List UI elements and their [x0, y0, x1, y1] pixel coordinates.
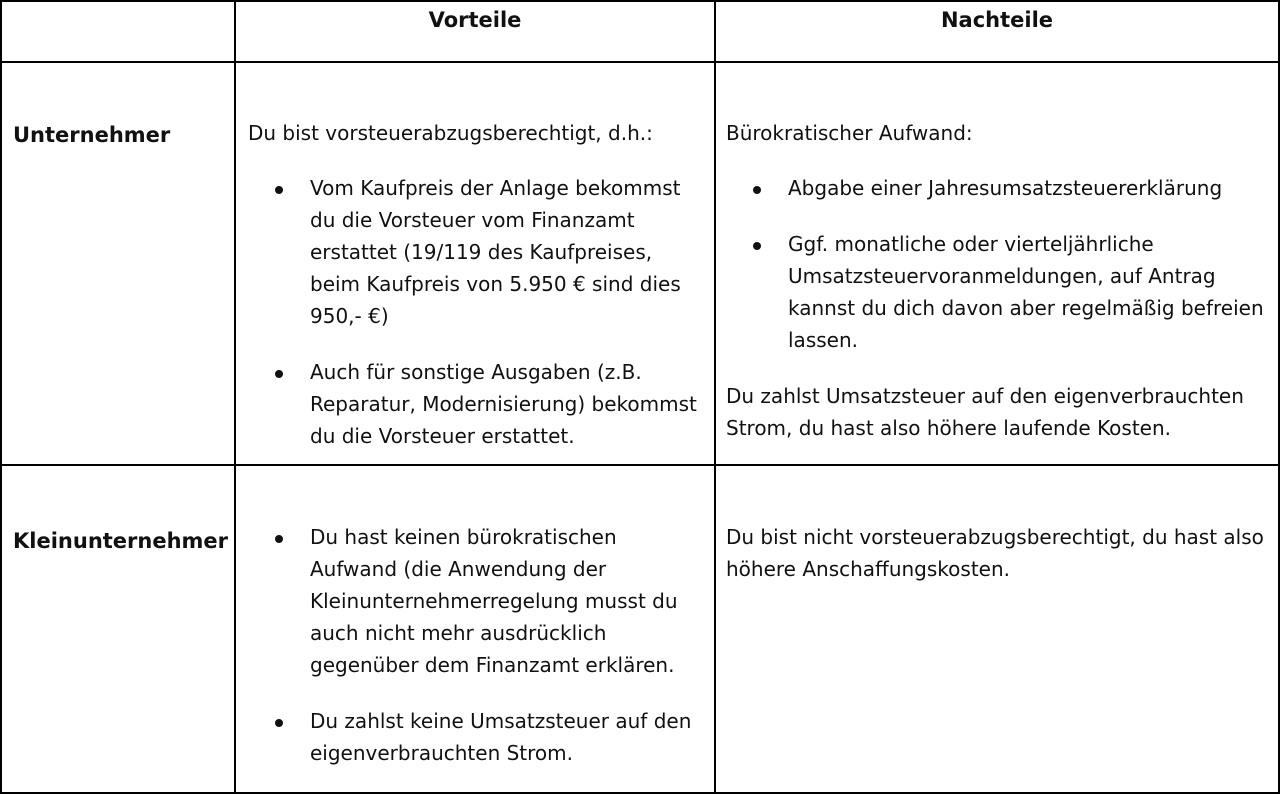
list-item: Vom Kaufpreis der Anlage bekommst du die Vorsteuer vom Finanzamt erstattet (19/119 des Kaufpreises, beim Kaufpreis von 5.950 € sind dies 950,- €) [248, 172, 708, 332]
vorteile-intro: Du bist vorsteuerabzugsberechtigt, d.h.: [248, 121, 653, 145]
cell-unternehmer-vorteile [248, 117, 708, 452]
klein-vorteile-list [248, 521, 708, 769]
nachteile-list [726, 172, 1274, 356]
list-item: Ggf. monatliche oder vierteljährliche Umsatzsteuervoranmeldungen, auf Antrag kannst du dich davon aber regelmäßig befreien lassen. [726, 228, 1274, 356]
column-divider-1 [234, 0, 236, 794]
vorteile-list [248, 172, 708, 452]
cell-kleinunternehmer-vorteile [248, 521, 708, 769]
cell-unternehmer-nachteile [726, 117, 1274, 444]
row-divider [0, 464, 1280, 466]
list-item: Du zahlst keine Umsatzsteuer auf den eigenverbrauchten Strom. [248, 705, 708, 769]
klein-nachteile-text: Du bist nicht vorsteuerabzugsberechtigt, du hast also höhere Anschaffungskosten. [726, 525, 1264, 581]
cell-kleinunternehmer-nachteile [726, 521, 1266, 585]
header-vorteile: Vorteile [428, 8, 522, 32]
list-item: Auch für sonstige Ausgaben (z.B. Reparatur, Modernisierung) bekommst du die Vorsteuer erstattet. [248, 356, 708, 452]
header-divider [0, 61, 1280, 63]
header-empty-cell [2, 2, 234, 61]
nachteile-outro: Du zahlst Umsatzsteuer auf den eigenverbrauchten Strom, du hast also höhere laufende Kosten. [726, 384, 1244, 440]
list-item: Abgabe einer Jahresumsatzsteuererklärung [726, 172, 1274, 204]
row-label-unternehmer: Unternehmer [13, 123, 171, 147]
table-border-left [0, 0, 2, 794]
column-divider-2 [714, 0, 716, 794]
nachteile-intro: Bürokratischer Aufwand: [726, 121, 973, 145]
header-nachteile: Nachteile [940, 8, 1054, 32]
list-item: Du hast keinen bürokratischen Aufwand (die Anwendung der Kleinunternehmerregelung musst du auch nicht mehr ausdrücklich gegenüber dem Finanzamt erklären. [248, 521, 708, 681]
row-label-kleinunternehmer: Kleinunternehmer [13, 529, 229, 553]
